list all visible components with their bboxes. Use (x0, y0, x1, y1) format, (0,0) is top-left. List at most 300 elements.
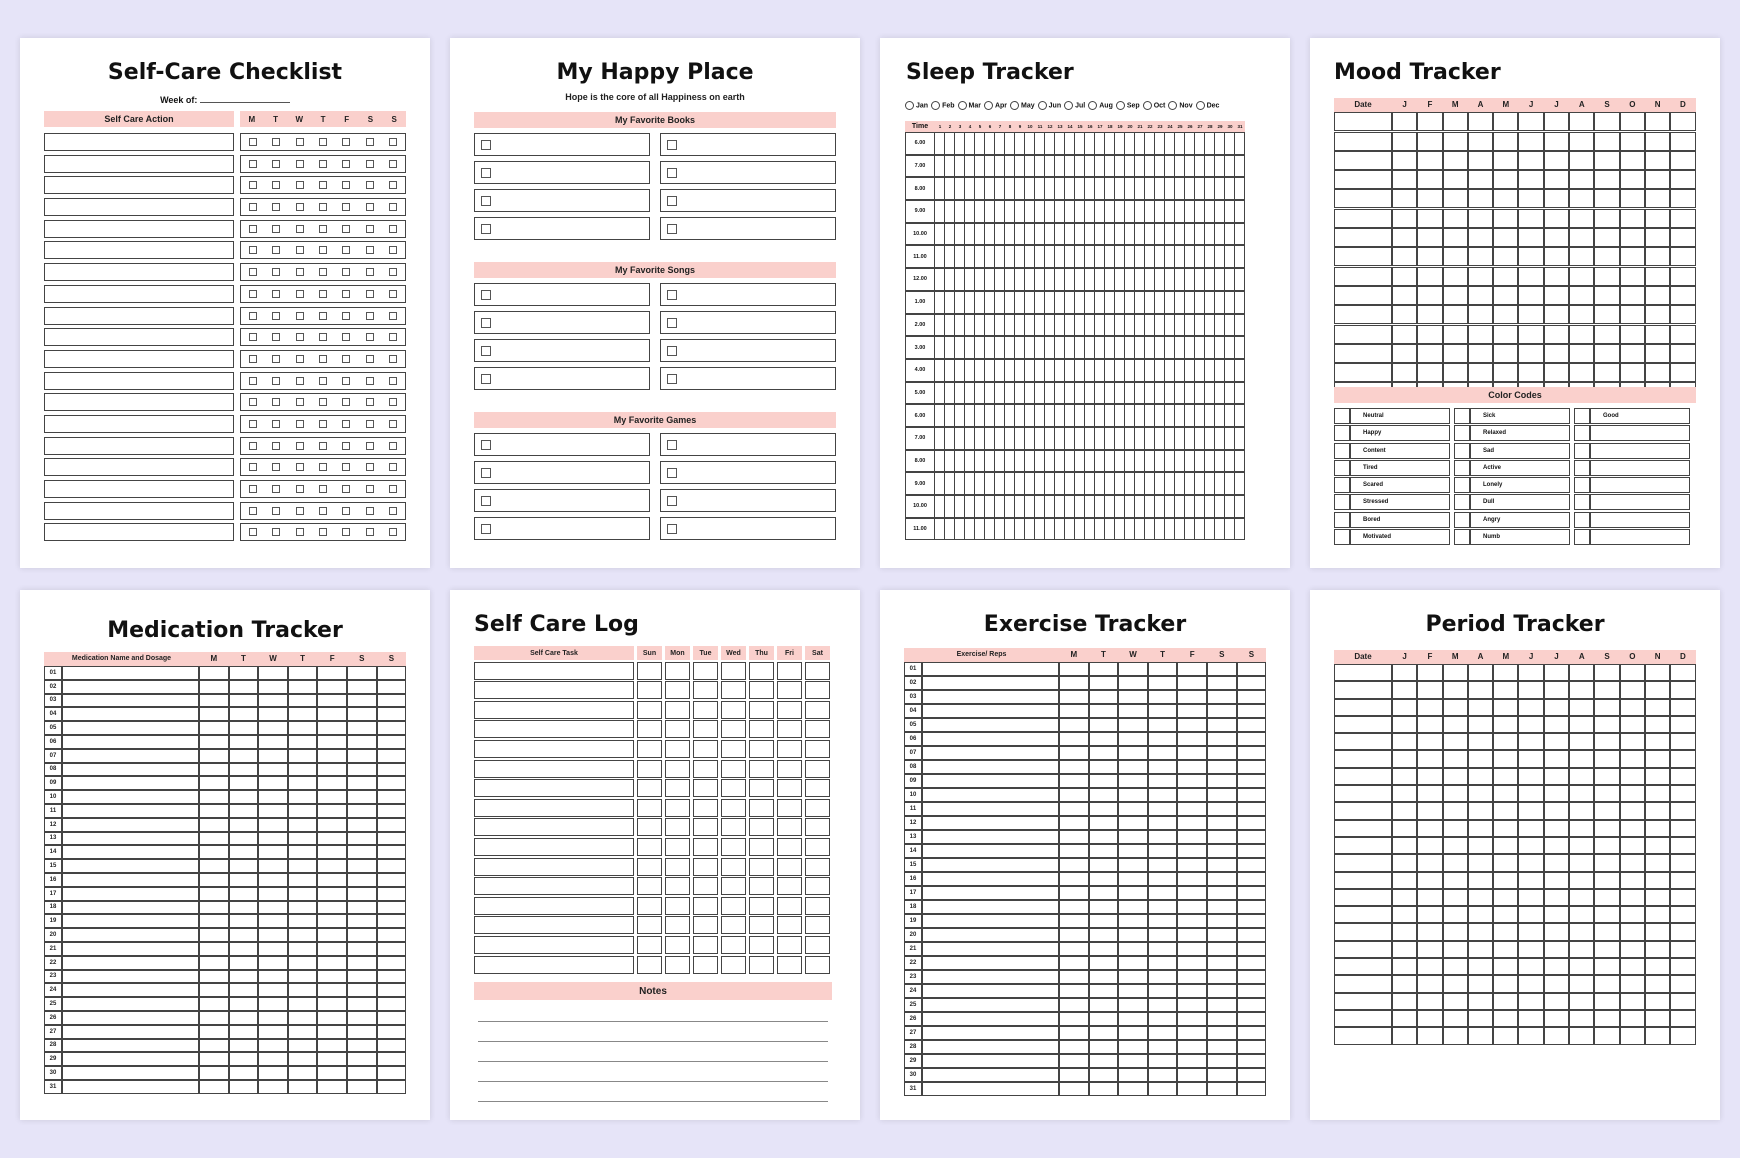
action-field[interactable] (44, 523, 234, 541)
day-cell[interactable] (693, 779, 718, 797)
sleep-cell[interactable] (995, 495, 1005, 518)
mood-cell[interactable] (1443, 189, 1468, 208)
sleep-cell[interactable] (1035, 495, 1045, 518)
day-checkbox[interactable] (296, 507, 304, 515)
sleep-cell[interactable] (1155, 314, 1165, 337)
mood-cell[interactable] (1594, 286, 1619, 305)
day-cell[interactable] (377, 859, 407, 873)
day-cell[interactable] (1118, 956, 1148, 970)
period-cell[interactable] (1443, 820, 1468, 837)
day-cell[interactable] (258, 901, 288, 915)
sleep-cell[interactable] (1005, 132, 1015, 155)
favorite-checkbox[interactable] (481, 224, 491, 234)
mood-cell[interactable] (1670, 344, 1695, 363)
period-cell[interactable] (1569, 1027, 1594, 1044)
day-cell[interactable] (1237, 984, 1267, 998)
day-cell[interactable] (199, 873, 229, 887)
day-cell[interactable] (199, 1011, 229, 1025)
favorite-checkbox[interactable] (481, 468, 491, 478)
sleep-cell[interactable] (1235, 200, 1245, 223)
task-field[interactable] (474, 818, 634, 836)
name-field[interactable] (62, 845, 199, 859)
period-cell[interactable] (1417, 889, 1442, 906)
favorite-field[interactable] (474, 311, 650, 334)
sleep-cell[interactable] (1205, 177, 1215, 200)
mood-cell[interactable] (1392, 305, 1417, 324)
sleep-cell[interactable] (1075, 427, 1085, 450)
day-cell[interactable] (1177, 872, 1207, 886)
day-cell[interactable] (693, 740, 718, 758)
sleep-cell[interactable] (965, 472, 975, 495)
mood-cell[interactable] (1443, 151, 1468, 170)
day-cell[interactable] (1237, 760, 1267, 774)
mood-cell[interactable] (1544, 344, 1569, 363)
sleep-cell[interactable] (955, 268, 965, 291)
sleep-cell[interactable] (1055, 450, 1065, 473)
favorite-field[interactable] (474, 161, 650, 184)
day-cell[interactable] (693, 681, 718, 699)
mood-cell[interactable] (1620, 267, 1645, 286)
month-option[interactable] (1064, 101, 1085, 110)
day-checkbox[interactable] (272, 225, 280, 233)
day-cell[interactable] (721, 779, 746, 797)
sleep-cell[interactable] (1225, 200, 1235, 223)
favorite-field[interactable] (474, 217, 650, 240)
favorite-checkbox[interactable] (667, 196, 677, 206)
sleep-cell[interactable] (1075, 336, 1085, 359)
period-cell[interactable] (1594, 941, 1619, 958)
sleep-cell[interactable] (1125, 382, 1135, 405)
day-checkbox[interactable] (319, 246, 327, 254)
day-checkbox[interactable] (342, 485, 350, 493)
day-cell[interactable] (229, 763, 259, 777)
day-checkbox[interactable] (319, 290, 327, 298)
sleep-cell[interactable] (1235, 427, 1245, 450)
mood-cell[interactable] (1468, 247, 1493, 266)
action-field[interactable] (44, 458, 234, 476)
date-cell[interactable] (1334, 975, 1392, 992)
day-cell[interactable] (377, 1025, 407, 1039)
period-cell[interactable] (1417, 872, 1442, 889)
favorite-checkbox[interactable] (667, 290, 677, 300)
day-checkbox[interactable] (296, 268, 304, 276)
day-checkbox[interactable] (366, 355, 374, 363)
mood-cell[interactable] (1645, 151, 1670, 170)
action-field[interactable] (44, 328, 234, 346)
sleep-cell[interactable] (945, 245, 955, 268)
day-cell[interactable] (1148, 970, 1178, 984)
sleep-cell[interactable] (935, 495, 945, 518)
day-cell[interactable] (1207, 998, 1237, 1012)
month-option[interactable] (1010, 101, 1035, 110)
period-cell[interactable] (1645, 854, 1670, 871)
sleep-cell[interactable] (985, 245, 995, 268)
period-cell[interactable] (1468, 906, 1493, 923)
sleep-cell[interactable] (1185, 427, 1195, 450)
sleep-cell[interactable] (985, 223, 995, 246)
sleep-cell[interactable] (1085, 268, 1095, 291)
favorite-checkbox[interactable] (667, 524, 677, 534)
period-cell[interactable] (1544, 958, 1569, 975)
day-cell[interactable] (317, 707, 347, 721)
sleep-cell[interactable] (1065, 155, 1075, 178)
mood-cell[interactable] (1417, 344, 1442, 363)
sleep-cell[interactable] (1025, 177, 1035, 200)
name-field[interactable] (922, 942, 1059, 956)
period-cell[interactable] (1670, 1010, 1695, 1027)
mood-cell[interactable] (1417, 363, 1442, 382)
mood-cell[interactable] (1493, 363, 1518, 382)
day-cell[interactable] (1177, 830, 1207, 844)
favorite-checkbox[interactable] (667, 140, 677, 150)
sleep-cell[interactable] (1115, 291, 1125, 314)
day-cell[interactable] (1148, 942, 1178, 956)
period-cell[interactable] (1493, 993, 1518, 1010)
mood-cell[interactable] (1670, 286, 1695, 305)
day-cell[interactable] (1148, 802, 1178, 816)
action-field[interactable] (44, 437, 234, 455)
day-cell[interactable] (1118, 1054, 1148, 1068)
mood-cell[interactable] (1392, 228, 1417, 247)
day-cell[interactable] (1237, 788, 1267, 802)
color-swatch[interactable] (1334, 529, 1350, 545)
mood-cell[interactable] (1569, 344, 1594, 363)
period-cell[interactable] (1569, 923, 1594, 940)
sleep-cell[interactable] (1065, 495, 1075, 518)
day-checkbox[interactable] (342, 333, 350, 341)
day-cell[interactable] (637, 897, 662, 915)
sleep-cell[interactable] (1115, 382, 1125, 405)
mood-cell[interactable] (1620, 132, 1645, 151)
day-cell[interactable] (1148, 914, 1178, 928)
day-cell[interactable] (1237, 956, 1267, 970)
sleep-cell[interactable] (1175, 132, 1185, 155)
sleep-cell[interactable] (1175, 427, 1185, 450)
name-field[interactable] (62, 942, 199, 956)
period-cell[interactable] (1670, 975, 1695, 992)
sleep-cell[interactable] (1135, 404, 1145, 427)
sleep-cell[interactable] (1155, 472, 1165, 495)
sleep-cell[interactable] (1165, 245, 1175, 268)
period-cell[interactable] (1518, 750, 1543, 767)
name-field[interactable] (62, 666, 199, 680)
day-cell[interactable] (1089, 676, 1119, 690)
mood-cell[interactable] (1620, 228, 1645, 247)
day-cell[interactable] (377, 763, 407, 777)
day-cell[interactable] (288, 970, 318, 984)
sleep-cell[interactable] (945, 382, 955, 405)
period-cell[interactable] (1468, 768, 1493, 785)
period-cell[interactable] (1594, 664, 1619, 681)
period-cell[interactable] (1569, 1010, 1594, 1027)
sleep-cell[interactable] (1035, 314, 1045, 337)
sleep-cell[interactable] (1165, 472, 1175, 495)
sleep-cell[interactable] (1225, 155, 1235, 178)
sleep-cell[interactable] (1005, 223, 1015, 246)
day-cell[interactable] (317, 1080, 347, 1094)
day-checkbox[interactable] (249, 333, 257, 341)
day-cell[interactable] (1118, 998, 1148, 1012)
mood-cell[interactable] (1518, 112, 1543, 131)
day-checkbox[interactable] (249, 160, 257, 168)
sleep-cell[interactable] (1215, 404, 1225, 427)
day-cell[interactable] (1237, 690, 1267, 704)
sleep-cell[interactable] (1055, 336, 1065, 359)
sleep-cell[interactable] (1145, 245, 1155, 268)
sleep-cell[interactable] (1115, 314, 1125, 337)
day-cell[interactable] (1177, 844, 1207, 858)
sleep-cell[interactable] (1235, 132, 1245, 155)
period-cell[interactable] (1417, 750, 1442, 767)
day-checkbox[interactable] (342, 398, 350, 406)
sleep-cell[interactable] (1045, 472, 1055, 495)
sleep-cell[interactable] (1195, 495, 1205, 518)
day-cell[interactable] (347, 901, 377, 915)
day-cell[interactable] (665, 701, 690, 719)
day-cell[interactable] (1059, 858, 1089, 872)
sleep-cell[interactable] (935, 132, 945, 155)
day-cell[interactable] (749, 740, 774, 758)
sleep-cell[interactable] (1075, 518, 1085, 541)
period-cell[interactable] (1493, 664, 1518, 681)
day-cell[interactable] (1089, 914, 1119, 928)
sleep-cell[interactable] (975, 314, 985, 337)
sleep-cell[interactable] (1195, 314, 1205, 337)
favorite-field[interactable] (660, 433, 836, 456)
period-cell[interactable] (1594, 716, 1619, 733)
day-cell[interactable] (1237, 914, 1267, 928)
day-cell[interactable] (1089, 746, 1119, 760)
day-cell[interactable] (1237, 718, 1267, 732)
day-checkbox[interactable] (272, 528, 280, 536)
sleep-cell[interactable] (1195, 177, 1205, 200)
day-cell[interactable] (258, 1039, 288, 1053)
day-checkbox[interactable] (389, 377, 397, 385)
month-radio[interactable] (931, 101, 940, 110)
sleep-cell[interactable] (1055, 245, 1065, 268)
period-cell[interactable] (1518, 768, 1543, 785)
sleep-cell[interactable] (1235, 450, 1245, 473)
day-cell[interactable] (258, 1011, 288, 1025)
action-field[interactable] (44, 415, 234, 433)
mood-cell[interactable] (1417, 170, 1442, 189)
day-cell[interactable] (693, 701, 718, 719)
sleep-cell[interactable] (945, 268, 955, 291)
sleep-cell[interactable] (1085, 200, 1095, 223)
period-cell[interactable] (1594, 681, 1619, 698)
period-cell[interactable] (1392, 923, 1417, 940)
sleep-cell[interactable] (1235, 382, 1245, 405)
day-cell[interactable] (317, 818, 347, 832)
day-cell[interactable] (1059, 1026, 1089, 1040)
day-cell[interactable] (1237, 886, 1267, 900)
sleep-cell[interactable] (1005, 200, 1015, 223)
favorite-checkbox[interactable] (481, 524, 491, 534)
mood-cell[interactable] (1594, 247, 1619, 266)
day-checkbox[interactable] (389, 225, 397, 233)
day-cell[interactable] (777, 662, 802, 680)
date-cell[interactable] (1334, 837, 1392, 854)
period-cell[interactable] (1645, 664, 1670, 681)
day-checkbox[interactable] (389, 246, 397, 254)
day-cell[interactable] (347, 832, 377, 846)
mood-cell[interactable] (1645, 228, 1670, 247)
day-cell[interactable] (229, 832, 259, 846)
day-cell[interactable] (1089, 1012, 1119, 1026)
day-checkbox[interactable] (366, 181, 374, 189)
day-cell[interactable] (1177, 774, 1207, 788)
day-cell[interactable] (721, 740, 746, 758)
sleep-cell[interactable] (945, 404, 955, 427)
mood-cell[interactable] (1569, 209, 1594, 228)
sleep-cell[interactable] (1165, 314, 1175, 337)
task-field[interactable] (474, 720, 634, 738)
date-cell[interactable] (1334, 923, 1392, 940)
day-cell[interactable] (258, 914, 288, 928)
sleep-cell[interactable] (1165, 427, 1175, 450)
mood-cell[interactable] (1493, 170, 1518, 189)
mood-cell[interactable] (1620, 325, 1645, 344)
day-cell[interactable] (665, 956, 690, 974)
sleep-cell[interactable] (1235, 268, 1245, 291)
sleep-cell[interactable] (995, 404, 1005, 427)
period-cell[interactable] (1645, 941, 1670, 958)
sleep-cell[interactable] (1215, 245, 1225, 268)
date-cell[interactable] (1334, 305, 1392, 324)
day-checkbox[interactable] (366, 268, 374, 276)
favorite-field[interactable] (474, 461, 650, 484)
day-cell[interactable] (805, 818, 830, 836)
sleep-cell[interactable] (1065, 177, 1075, 200)
favorite-checkbox[interactable] (667, 496, 677, 506)
month-radio[interactable] (1116, 101, 1125, 110)
period-cell[interactable] (1443, 854, 1468, 871)
day-cell[interactable] (377, 928, 407, 942)
sleep-cell[interactable] (1095, 518, 1105, 541)
sleep-cell[interactable] (1205, 336, 1215, 359)
favorite-checkbox[interactable] (481, 346, 491, 356)
task-field[interactable] (474, 799, 634, 817)
sleep-cell[interactable] (1135, 359, 1145, 382)
sleep-cell[interactable] (1115, 404, 1125, 427)
period-cell[interactable] (1493, 802, 1518, 819)
day-cell[interactable] (199, 818, 229, 832)
period-cell[interactable] (1392, 958, 1417, 975)
period-cell[interactable] (1443, 664, 1468, 681)
day-cell[interactable] (1177, 676, 1207, 690)
mood-cell[interactable] (1670, 363, 1695, 382)
day-cell[interactable] (1118, 942, 1148, 956)
sleep-cell[interactable] (935, 518, 945, 541)
day-cell[interactable] (377, 914, 407, 928)
mood-cell[interactable] (1493, 132, 1518, 151)
day-checkbox[interactable] (366, 225, 374, 233)
sleep-cell[interactable] (1175, 177, 1185, 200)
period-cell[interactable] (1620, 958, 1645, 975)
period-cell[interactable] (1620, 681, 1645, 698)
day-cell[interactable] (258, 859, 288, 873)
day-cell[interactable] (199, 859, 229, 873)
day-checkbox[interactable] (319, 181, 327, 189)
mood-cell[interactable] (1468, 170, 1493, 189)
favorite-field[interactable] (660, 133, 836, 156)
sleep-cell[interactable] (965, 382, 975, 405)
sleep-cell[interactable] (935, 155, 945, 178)
day-cell[interactable] (721, 760, 746, 778)
sleep-cell[interactable] (1185, 359, 1195, 382)
sleep-cell[interactable] (945, 155, 955, 178)
day-cell[interactable] (1089, 830, 1119, 844)
date-cell[interactable] (1334, 872, 1392, 889)
sleep-cell[interactable] (1115, 200, 1125, 223)
period-cell[interactable] (1544, 993, 1569, 1010)
mood-cell[interactable] (1620, 209, 1645, 228)
mood-cell[interactable] (1518, 267, 1543, 286)
period-cell[interactable] (1493, 750, 1518, 767)
day-cell[interactable] (1207, 984, 1237, 998)
mood-cell[interactable] (1443, 305, 1468, 324)
day-cell[interactable] (258, 997, 288, 1011)
mood-cell[interactable] (1417, 132, 1442, 151)
sleep-cell[interactable] (1185, 336, 1195, 359)
sleep-cell[interactable] (1115, 450, 1125, 473)
sleep-cell[interactable] (1025, 472, 1035, 495)
date-cell[interactable] (1334, 854, 1392, 871)
day-cell[interactable] (721, 916, 746, 934)
period-cell[interactable] (1620, 854, 1645, 871)
mood-cell[interactable] (1468, 132, 1493, 151)
sleep-cell[interactable] (1055, 382, 1065, 405)
sleep-cell[interactable] (955, 314, 965, 337)
day-checkbox[interactable] (272, 290, 280, 298)
sleep-cell[interactable] (1135, 314, 1145, 337)
date-cell[interactable] (1334, 820, 1392, 837)
date-cell[interactable] (1334, 325, 1392, 344)
sleep-cell[interactable] (1015, 314, 1025, 337)
day-cell[interactable] (1059, 900, 1089, 914)
mood-cell[interactable] (1518, 286, 1543, 305)
sleep-cell[interactable] (1095, 132, 1105, 155)
period-cell[interactable] (1493, 785, 1518, 802)
sleep-cell[interactable] (1035, 155, 1045, 178)
day-cell[interactable] (1089, 942, 1119, 956)
day-cell[interactable] (805, 838, 830, 856)
day-cell[interactable] (199, 1080, 229, 1094)
day-cell[interactable] (1237, 662, 1267, 676)
mood-cell[interactable] (1392, 209, 1417, 228)
date-cell[interactable] (1334, 228, 1392, 247)
sleep-cell[interactable] (935, 472, 945, 495)
month-radio[interactable] (905, 101, 914, 110)
sleep-cell[interactable] (1045, 132, 1055, 155)
period-cell[interactable] (1493, 923, 1518, 940)
action-field[interactable] (44, 155, 234, 173)
sleep-cell[interactable] (1045, 200, 1055, 223)
mood-cell[interactable] (1468, 325, 1493, 344)
day-cell[interactable] (258, 694, 288, 708)
day-cell[interactable] (1148, 998, 1178, 1012)
sleep-cell[interactable] (1215, 336, 1225, 359)
mood-cell[interactable] (1493, 286, 1518, 305)
month-option[interactable] (905, 101, 928, 110)
day-cell[interactable] (693, 936, 718, 954)
sleep-cell[interactable] (1065, 223, 1075, 246)
action-field[interactable] (44, 393, 234, 411)
day-checkbox[interactable] (366, 290, 374, 298)
day-cell[interactable] (258, 1052, 288, 1066)
name-field[interactable] (62, 721, 199, 735)
day-checkbox[interactable] (342, 160, 350, 168)
